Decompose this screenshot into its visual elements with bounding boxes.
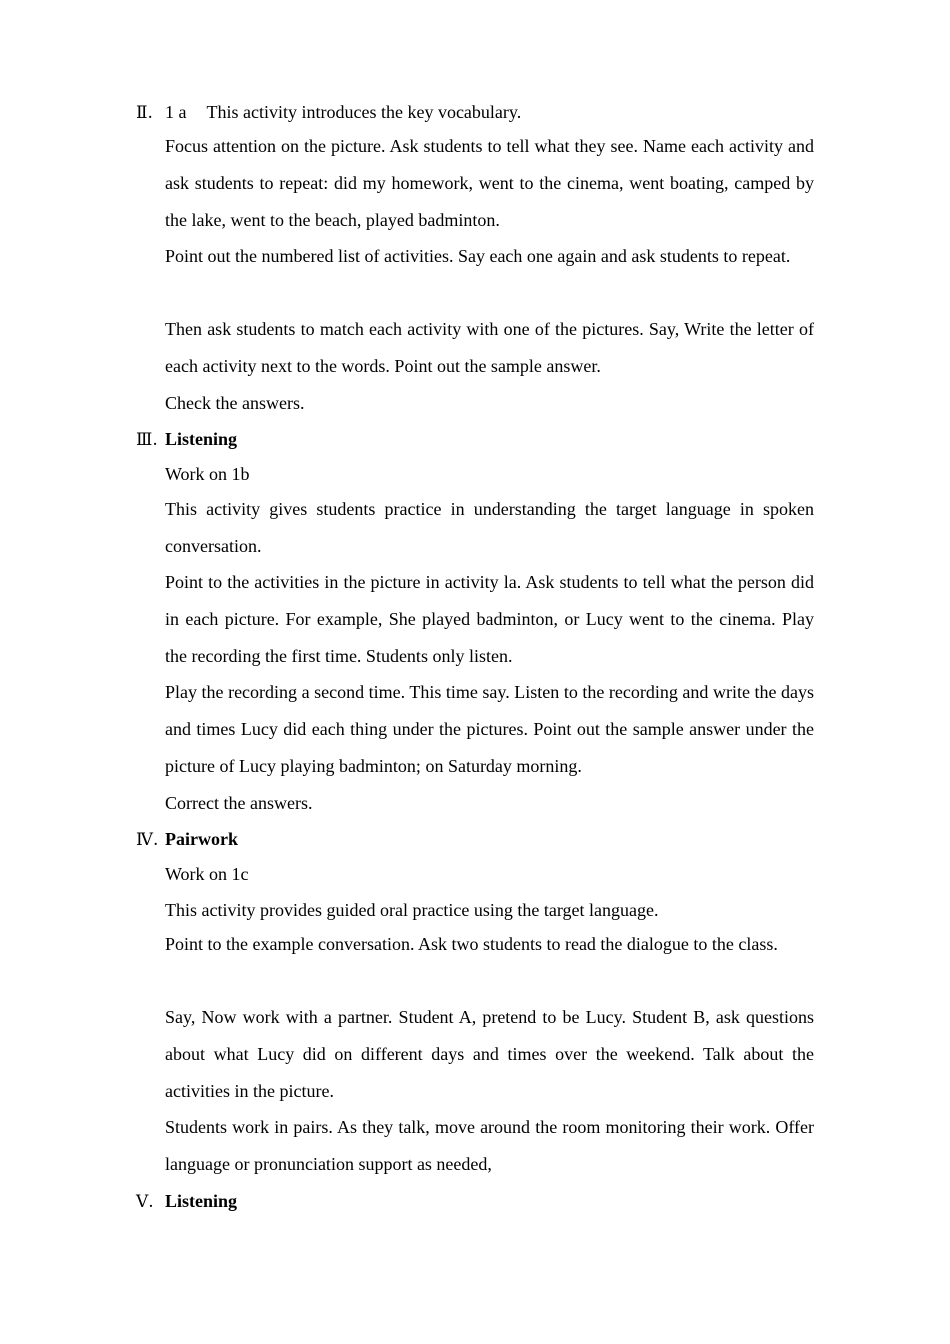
section-heading-5 [136, 1190, 237, 1213]
paragraph: Work on 1c [165, 864, 249, 884]
section-prefix: 1 a [165, 102, 187, 122]
section-title: Listening [165, 429, 238, 449]
section-heading-4 [136, 828, 238, 851]
section-title: This activity introduces the key vocabulary. [206, 102, 522, 122]
paragraph: Point out the numbered list of activities. Say each one again and ask students to repeat. [165, 246, 791, 266]
section-title: Pairwork [165, 829, 238, 849]
section-numeral: Ⅳ. [136, 830, 159, 850]
paragraph: This activity gives students practice in understanding the target language in spoken conversation. [165, 499, 814, 556]
paragraph: Work on 1b [165, 464, 250, 484]
section-numeral: Ⅴ. [136, 1192, 154, 1212]
paragraph: Say, Now work with a partner. Student A, pretend to be Lucy. Student B, ask questions about what Lucy did on different days and times over the weekend. Talk about the activities in the picture. [165, 1007, 814, 1101]
paragraph: Play the recording a second time. This time say. Listen to the recording and write the days and times Lucy did each thing under the pictures. Point out the sample answer under the picture of Lucy playing badminton; on Saturday morning. [165, 682, 814, 776]
paragraph: Students work in pairs. As they talk, move around the room monitoring their work. Offer language or pronunciation support as needed, [165, 1117, 814, 1174]
paragraph: Correct the answers. [165, 793, 313, 813]
section-heading-2 [136, 101, 521, 124]
paragraph: Focus attention on the picture. Ask students to tell what they see. Name each activity and ask students to repeat: did my homework, went to the cinema, went boating, camped by the lake, went to the beach, played badminton. [165, 136, 814, 230]
section-numeral: Ⅱ. [136, 103, 153, 123]
paragraph: Point to the activities in the picture in activity la. Ask students to tell what the person did in each picture. For example, She played badminton, or Lucy went to the cinema. Play the recording the first time. Students only listen. [165, 572, 814, 666]
paragraph: Check the answers. [165, 393, 305, 413]
paragraph: This activity provides guided oral practice using the target language. [165, 900, 659, 920]
section-numeral: Ⅲ. [136, 430, 158, 450]
paragraph: Point to the example conversation. Ask two students to read the dialogue to the class. [165, 934, 778, 954]
paragraph: Then ask students to match each activity with one of the pictures. Say, Write the letter of each activity next to the words. Point out the sample answer. [165, 319, 814, 376]
section-title: Listening [165, 1191, 238, 1211]
section-heading-3 [136, 428, 237, 451]
